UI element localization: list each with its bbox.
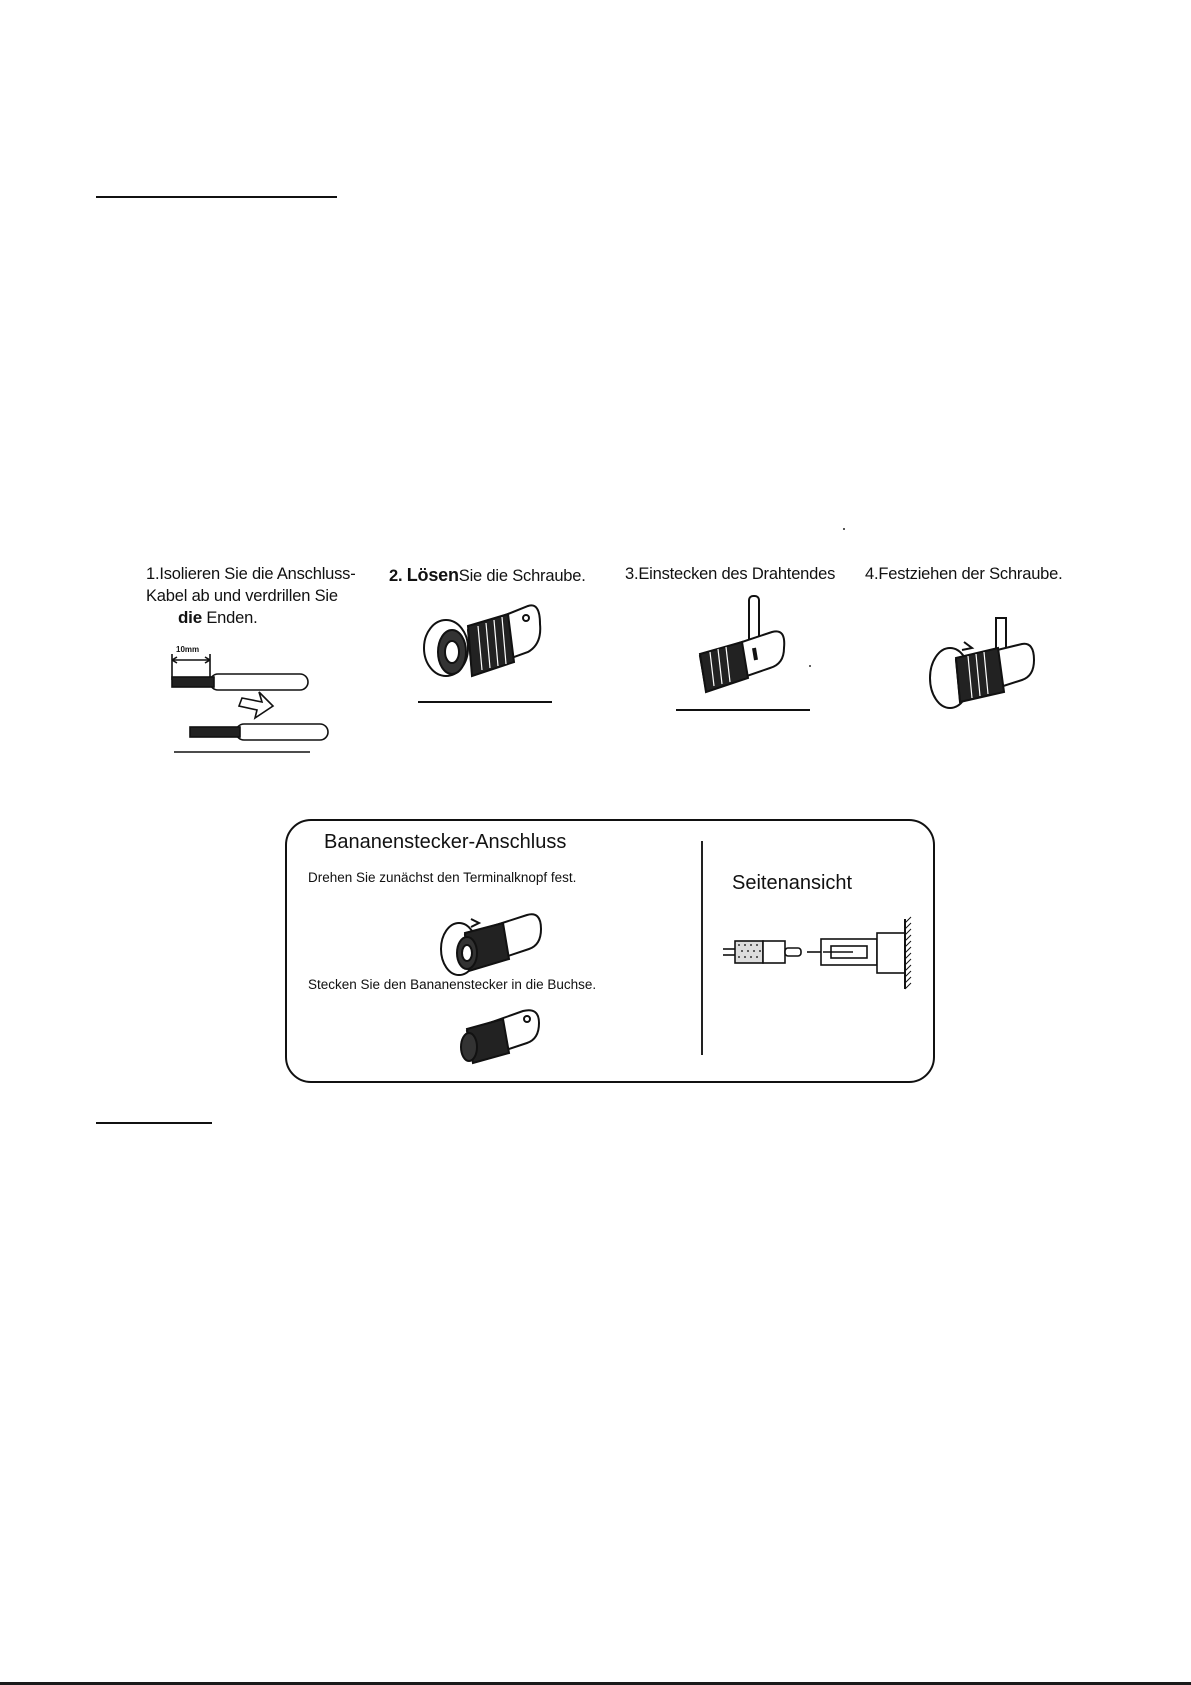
step-4-label: 4.Festziehen der Schraube. [865,565,1063,583]
banana-box-divider [701,841,703,1055]
step-1-line-1: 1.Isolieren Sie die Anschluss- [146,565,356,583]
banana-instruction-1: Drehen Sie zunächst den Terminalknopf fest. [308,870,577,885]
step-4-tighten-screw-illustration [926,616,1046,720]
step-2-label [389,564,586,587]
banana-plug-insert-illustration [453,1003,549,1067]
step-1-word-die: die [178,608,202,627]
step-1-line-3 [146,607,356,629]
step-2-big-word: Lösen [406,565,459,585]
speck [843,528,845,530]
banana-terminal-tightened-illustration [437,909,547,981]
wire-insulation-2 [236,724,328,740]
socket-base [877,933,905,973]
step-2-rest: Sie die Schraube. [458,567,586,585]
section-heading-underline [96,196,337,198]
knurled-knob [468,614,514,676]
step-2-number: 2. [389,567,403,585]
dimension-text: 10mm [176,645,200,654]
step-1-line-2: Kabel ab und verdrillen Sie [146,587,338,605]
stripped-conductor-1 [172,677,214,687]
side-view-title: Seitenansicht [732,872,853,894]
banana-instruction-2: Stecken Sie den Bananenstecker in die Buchse. [308,977,597,992]
step-2-loosen-screw-illustration [418,596,558,708]
banana-plug-box [285,819,935,1083]
step-1-wire-strip-illustration [160,640,340,760]
section-heading-underline-2 [96,1122,212,1124]
step-1-label [146,563,356,629]
knurled-knob [700,642,748,692]
twisted-conductor-2 [190,727,240,737]
step-3-label: 3.Einstecken des Drahtendes [625,565,836,583]
rotate-arrow-icon [962,642,972,650]
side-view-illustration [723,915,927,995]
step-1-word-enden: Enden. [206,609,258,627]
wire-insulation-1 [210,674,308,690]
step-3-insert-wire-illustration [672,594,816,714]
arrow-down-icon [239,692,273,718]
plug-collar [763,941,785,963]
plug-pin [785,948,801,956]
banana-box-title: Bananenstecker-Anschluss [324,831,567,853]
